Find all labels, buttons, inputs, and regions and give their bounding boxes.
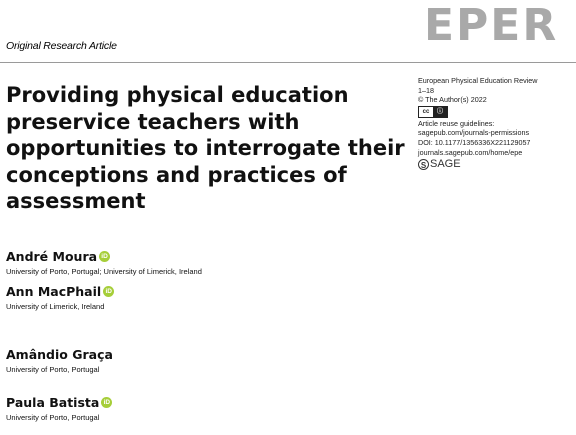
page-range: 1–18 xyxy=(418,85,434,95)
sage-logo-icon: S xyxy=(418,159,429,170)
copyright-notice: © The Author(s) 2022 xyxy=(418,95,487,105)
orcid-icon[interactable]: iD xyxy=(99,251,110,262)
author-name: André Moura xyxy=(6,249,98,265)
article-type-label: Original Research Article xyxy=(6,40,117,52)
article-metadata xyxy=(418,76,576,170)
attribution-icon: ⓘ xyxy=(433,107,447,117)
journal-name: European Physical Education Review xyxy=(418,76,538,85)
author-entry xyxy=(6,394,112,422)
author-name: Amândio Graça xyxy=(6,347,113,363)
author-name: Paula Batista xyxy=(6,395,100,411)
author-name: Ann MacPhail xyxy=(6,284,102,300)
orcid-icon[interactable]: iD xyxy=(101,397,112,408)
doi[interactable]: DOI: 10.1177/1356336X221129057 xyxy=(418,137,531,147)
orcid-icon[interactable]: iD xyxy=(103,286,114,297)
publisher-name: SAGE xyxy=(430,157,461,170)
author-entry xyxy=(6,283,114,311)
author-entry xyxy=(6,248,202,276)
cc-license-badge xyxy=(418,106,448,118)
journal-logo: EPER xyxy=(424,0,559,51)
reuse-guidelines-label: Article reuse guidelines: xyxy=(418,118,495,128)
journal-home-link[interactable]: journals.sagepub.com/home/epe xyxy=(418,147,523,157)
author-affiliation: University of Porto, Portugal; University of Limerick, Ireland xyxy=(6,267,202,276)
publisher-logo xyxy=(418,159,576,170)
article-title: Providing physical education preservice teachers with opportunities to interrogate their conceptions and practices of assessment xyxy=(6,83,405,213)
reuse-guidelines-link[interactable]: sagepub.com/journals-permissions xyxy=(418,128,530,138)
header-divider xyxy=(0,62,576,63)
author-entry xyxy=(6,346,113,374)
cc-icon: cc xyxy=(422,108,430,115)
author-affiliation: University of Limerick, Ireland xyxy=(6,302,105,311)
author-affiliation: University of Porto, Portugal xyxy=(6,413,100,422)
author-affiliation: University of Porto, Portugal xyxy=(6,365,100,374)
